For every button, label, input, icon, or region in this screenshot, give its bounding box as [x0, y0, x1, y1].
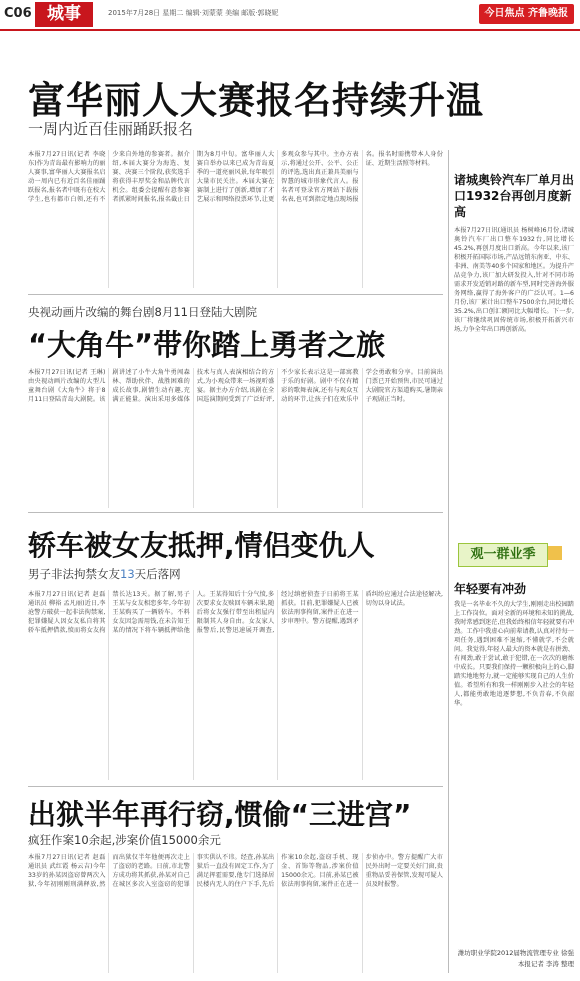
story2-body: 本报7月27日讯(记者 王琳)由央视动画片改编的大型儿童舞台剧《大角牛》将于8月11日登陆青岛大剧院。该剧讲述了小牛大角牛勇闯森林、帮助伙伴、战胜困难的成长故事,剧情生动有趣,充满正能量。演出采用多媒体技术与真人表演相结合的方式,为小观众带来一场视听盛宴。据主办方介绍,该剧在全国巡演期间受到了广泛好评,不少家长表示这是一部寓教于乐的好剧。剧中不仅有精彩的歌舞表演,还有与观众互动的环节,让孩子们在欢乐中学会勇敢和分享。目前演出门票已开始预售,市民可通过大剧院官方渠道购买,暑期亲子观剧正当时。 [28, 369, 443, 403]
header-rule [0, 29, 580, 31]
story1-subtitle: 一周内近百佳丽踊跃报名 [28, 120, 194, 138]
story3-headline: 轿车被女友抵押,情侣变仇人 [28, 529, 375, 562]
column-editor: 本报记者 李涛 整理 [517, 960, 574, 968]
column-signature: 潍坊职业学院2012届物流管理专业 徐强 [457, 949, 574, 957]
side-divider [448, 150, 449, 973]
story1-body: 本报7月27日讯(记者 李晓东)作为青岛最有影响力的丽人赛事,富华丽人大赛报名启动一周内已有近百名佳丽踊跃报名,报名者中既有在校大学生,也有都市白领,还有不少来自外地的参赛者。据介绍,本届大赛分为海选、复赛、决赛三个阶段,获奖选手将获得丰厚奖金和品牌代言机会。组委会提醒有意参赛者抓紧时间报名,报名截止日期为8月中旬。富华丽人大赛自举办以来已成为青岛夏季的一道亮丽风景,每年吸引大量市民关注。本届大赛在赛制上进行了创新,增加了才艺展示和网络投票环节,让更多观众参与其中。主办方表示,将通过公开、公平、公正的评选,选出真正兼具美丽与智慧的城市形象代言人。报名者可登录官方网站下载报名表,也可到指定地点现场报名。报名时需携带本人身份证、近期生活照等材料。 [28, 151, 443, 203]
page-number: C06 [4, 6, 32, 21]
story4-subtitle: 疯狂作案10余起,涉案价值15000余元 [28, 833, 221, 847]
section-tag: 城事 [35, 2, 93, 27]
side1-headline: 诸城奥铃汽车厂单月出口1932台再创月度新高 [454, 173, 575, 219]
column-body: 我是一名毕业不久的大学生,刚刚走出校园踏上工作岗位。面对全新的环境和未知的挑战,我时常感到迷茫,但我始终相信年轻就要有冲劲。工作中我虚心向前辈请教,认真对待每一项任务,遇到困难不退缩,不懂就学,不会就问。我觉得,年轻人最大的资本就是有拼劲、有闯劲,敢于尝试,敢于犯错,在一次次的磨炼中成长。只要我们保持一颗积极向上的心,脚踏实地地努力,就一定能够实现自己的人生价值。希望所有和我一样刚刚步入社会的年轻人,都能勇敢地追逐梦想,不负青春,不负韶华。 [454, 601, 574, 707]
story3-subtitle-number: 13 [120, 567, 135, 581]
story1-headline: 富华丽人大赛报名持续升温 [28, 79, 484, 122]
column-headline: 年轻要有冲劲 [454, 582, 527, 596]
newspaper-brand: 今日焦点 齐鲁晚报 [479, 4, 574, 24]
story3-body: 本报7月27日讯(记者 赵磊 通讯员 柳裕 孟凡丽)近日,李沧警方破获一起非法拘禁案,犯罪嫌疑人因女友私自将其轿车抵押借款,愤而将女友拘禁长达13天。据了解,男子王某与女友相恋多年,今年初王某购买了一辆轿车。不料女友因急需用钱,在未告知王某的情况下将车辆抵押给他人。王某得知后十分气愤,多次要求女友赎回车辆未果,随后将女友强行带至出租屋内限制其人身自由。女友家人报警后,民警迅速展开调查,经过缜密侦查于日前将王某抓获。目前,犯罪嫌疑人已被依法刑事拘留,案件正在进一步审理中。警方提醒,遇到矛盾纠纷应通过合法途径解决,切勿以身试法。 [28, 591, 443, 634]
story4-body: 本报7月27日讯(记者 赵磊 通讯员 武红霞 杨云吉)今年33岁的孙某因盗窃曾两次入狱,今年初刚刚刑满释放,然而出狱仅半年他便再次走上了盗窃的老路。日前,市北警方成功将其抓获,孙某对自己在城区多次入室盗窃的犯罪事实供认不讳。经查,孙某出狱后一直没有固定工作,为了满足挥霍需要,他专门选择居民楼内无人的住户下手,先后作案10余起,盗窃手机、现金、首饰等物品,涉案价值15000余元。目前,孙某已被依法刑事拘留,案件正在进一步侦办中。警方提醒广大市民外出时一定要关好门窗,贵重物品妥善保管,发现可疑人员及时报警。 [28, 854, 443, 888]
story4-headline: 出狱半年再行窃,惯偷“三进宫” [28, 798, 412, 831]
story2-headline: “大角牛”带你踏上勇者之旅 [28, 328, 386, 362]
story3-subtitle: 男子非法拘禁女友13天后落网 [28, 567, 181, 581]
side1-body: 本报7月27日讯(通讯员 杨树峰)6月份,诸城奥铃汽车厂出口整车1932台,同比增长45.2%,再创月度出口新高。今年以来,该厂积极开拓国际市场,产品远销东南亚、中东、非洲、南美等40多个国家和地区。为提升产品竞争力,该厂加大研发投入,针对不同市场需求开发适销对路的新车型,同时完善海外服务网络,赢得了海外客户的广泛认可。1—6月份,该厂累计出口整车7500余台,同比增长35.2%,出口创汇额同比大幅增长。下一步,该厂将继续巩固传统市场,积极开拓新兴市场,力争全年出口再创新高。 [454, 227, 574, 333]
divider [28, 512, 443, 513]
story2-kicker: 央视动画片改编的舞台剧8月11日登陆大剧院 [28, 305, 257, 319]
column-banner-mark [548, 546, 562, 560]
divider [28, 786, 443, 787]
divider [28, 294, 443, 295]
page-header [0, 0, 580, 30]
issue-info: 2015年7月28日 星期二 编辑·刘蒙蒙 美编 邮版·郭晓妮 [108, 9, 279, 17]
column-banner: 观一群业季 [458, 543, 548, 567]
